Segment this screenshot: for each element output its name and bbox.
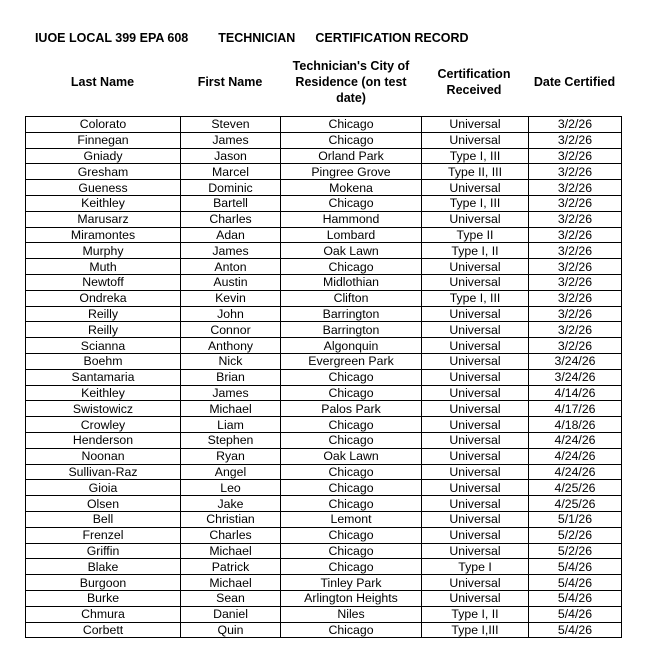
- cell-last-name: Colorato: [26, 117, 181, 133]
- cell-date: 3/2/26: [529, 117, 622, 133]
- cell-certification: Universal: [422, 385, 529, 401]
- cell-date: 5/4/26: [529, 622, 622, 638]
- cell-city: Oak Lawn: [281, 243, 422, 259]
- cell-certification: Universal: [422, 432, 529, 448]
- cell-city: Chicago: [281, 622, 422, 638]
- cell-last-name: Crowley: [26, 417, 181, 433]
- cell-first-name: Marcel: [181, 164, 281, 180]
- cell-date: 4/18/26: [529, 417, 622, 433]
- table-row: [26, 211, 622, 227]
- cell-last-name: Gioia: [26, 480, 181, 496]
- cell-date: 5/2/26: [529, 543, 622, 559]
- cell-last-name: Swistowicz: [26, 401, 181, 417]
- cell-last-name: Burke: [26, 590, 181, 606]
- cell-date: 3/2/26: [529, 148, 622, 164]
- cell-first-name: Michael: [181, 401, 281, 417]
- cell-date: 4/25/26: [529, 496, 622, 512]
- cell-certification: Universal: [422, 369, 529, 385]
- cell-certification: Universal: [422, 527, 529, 543]
- cell-certification: Universal: [422, 338, 529, 354]
- table-body: [26, 117, 622, 638]
- cell-first-name: Adan: [181, 227, 281, 243]
- cell-first-name: Connor: [181, 322, 281, 338]
- cell-date: 3/24/26: [529, 353, 622, 369]
- table-row: [26, 622, 622, 638]
- table-row: [26, 353, 622, 369]
- cell-city: Evergreen Park: [281, 353, 422, 369]
- cell-first-name: Anthony: [181, 338, 281, 354]
- cell-certification: Universal: [422, 306, 529, 322]
- cell-certification: Universal: [422, 117, 529, 133]
- cell-last-name: Keithley: [26, 385, 181, 401]
- header-last-name: Last Name: [70, 75, 135, 89]
- cell-date: 3/2/26: [529, 243, 622, 259]
- cell-first-name: Daniel: [181, 606, 281, 622]
- cell-first-name: Charles: [181, 527, 281, 543]
- table-row: [26, 385, 622, 401]
- cell-last-name: Newtoff: [26, 274, 181, 290]
- cell-city: Chicago: [281, 432, 422, 448]
- cell-date: 3/2/26: [529, 274, 622, 290]
- cell-last-name: Gresham: [26, 164, 181, 180]
- cell-certification: Universal: [422, 480, 529, 496]
- header-date-certified: Date Certified: [533, 75, 616, 89]
- cell-certification: Type I: [422, 559, 529, 575]
- cell-city: Hammond: [281, 211, 422, 227]
- table-row: [26, 117, 622, 133]
- cell-date: 3/2/26: [529, 180, 622, 196]
- cell-certification: Universal: [422, 132, 529, 148]
- cell-first-name: Bartell: [181, 195, 281, 211]
- cell-city: Chicago: [281, 132, 422, 148]
- cell-last-name: Gniady: [26, 148, 181, 164]
- cell-certification: Universal: [422, 590, 529, 606]
- cell-city: Lombard: [281, 227, 422, 243]
- cell-first-name: James: [181, 132, 281, 148]
- table-row: [26, 590, 622, 606]
- cell-certification: Type II: [422, 227, 529, 243]
- table-row: [26, 322, 622, 338]
- cell-city: Chicago: [281, 385, 422, 401]
- cell-date: 3/2/26: [529, 306, 622, 322]
- cell-city: Palos Park: [281, 401, 422, 417]
- cell-date: 3/24/26: [529, 369, 622, 385]
- cell-last-name: Henderson: [26, 432, 181, 448]
- table-row: [26, 243, 622, 259]
- cell-last-name: Noonan: [26, 448, 181, 464]
- cell-first-name: Anton: [181, 259, 281, 275]
- cell-date: 5/4/26: [529, 606, 622, 622]
- table-row: [26, 417, 622, 433]
- table-row: [26, 527, 622, 543]
- cell-city: Tinley Park: [281, 575, 422, 591]
- table-row: [26, 369, 622, 385]
- cell-date: 3/2/26: [529, 227, 622, 243]
- cell-date: 5/4/26: [529, 575, 622, 591]
- table-row: [26, 148, 622, 164]
- cell-city: Chicago: [281, 259, 422, 275]
- table-row: [26, 448, 622, 464]
- cell-first-name: Leo: [181, 480, 281, 496]
- cell-date: 5/4/26: [529, 590, 622, 606]
- cell-first-name: Angel: [181, 464, 281, 480]
- cell-city: Chicago: [281, 417, 422, 433]
- cell-last-name: Gueness: [26, 180, 181, 196]
- cell-city: Clifton: [281, 290, 422, 306]
- cell-last-name: Chmura: [26, 606, 181, 622]
- cell-city: Chicago: [281, 527, 422, 543]
- cell-certification: Universal: [422, 575, 529, 591]
- cell-last-name: Corbett: [26, 622, 181, 638]
- cell-last-name: Frenzel: [26, 527, 181, 543]
- cell-last-name: Ondreka: [26, 290, 181, 306]
- cell-date: 3/2/26: [529, 338, 622, 354]
- cell-last-name: Reilly: [26, 322, 181, 338]
- title-technician: TECHNICIAN: [218, 31, 296, 45]
- cell-certification: Universal: [422, 448, 529, 464]
- cell-first-name: Michael: [181, 575, 281, 591]
- cell-certification: Universal: [422, 211, 529, 227]
- table-row: [26, 559, 622, 575]
- cell-city: Orland Park: [281, 148, 422, 164]
- header-city-of-residence: Technician's City of Residence (on test date): [292, 59, 410, 105]
- cell-first-name: Patrick: [181, 559, 281, 575]
- cell-last-name: Scianna: [26, 338, 181, 354]
- cell-first-name: Liam: [181, 417, 281, 433]
- cell-city: Chicago: [281, 369, 422, 385]
- document-title: [28, 17, 469, 45]
- table-row: [26, 575, 622, 591]
- cell-date: 4/24/26: [529, 432, 622, 448]
- cell-first-name: Charles: [181, 211, 281, 227]
- cell-last-name: Reilly: [26, 306, 181, 322]
- cell-city: Pingree Grove: [281, 164, 422, 180]
- cell-date: 3/2/26: [529, 259, 622, 275]
- cell-city: Algonquin: [281, 338, 422, 354]
- table-row: [26, 496, 622, 512]
- table-row: [26, 259, 622, 275]
- cell-city: Chicago: [281, 117, 422, 133]
- table-row: [26, 543, 622, 559]
- cell-date: 3/2/26: [529, 164, 622, 180]
- table-row: [26, 274, 622, 290]
- cell-first-name: Sean: [181, 590, 281, 606]
- cell-certification: Universal: [422, 322, 529, 338]
- cell-certification: Type I,III: [422, 622, 529, 638]
- cell-last-name: Marusarz: [26, 211, 181, 227]
- cell-last-name: Bell: [26, 511, 181, 527]
- cell-certification: Universal: [422, 401, 529, 417]
- cell-last-name: Griffin: [26, 543, 181, 559]
- cell-last-name: Boehm: [26, 353, 181, 369]
- title-certification-record: CERTIFICATION RECORD: [315, 31, 469, 45]
- cell-city: Niles: [281, 606, 422, 622]
- cell-first-name: Kevin: [181, 290, 281, 306]
- cell-date: 5/1/26: [529, 511, 622, 527]
- table-row: [26, 432, 622, 448]
- cell-first-name: Brian: [181, 369, 281, 385]
- cell-date: 3/2/26: [529, 290, 622, 306]
- cell-first-name: Austin: [181, 274, 281, 290]
- certification-table: [25, 116, 622, 638]
- cell-certification: Type I, III: [422, 290, 529, 306]
- cell-last-name: Finnegan: [26, 132, 181, 148]
- cell-city: Chicago: [281, 496, 422, 512]
- cell-date: 3/2/26: [529, 211, 622, 227]
- cell-date: 4/25/26: [529, 480, 622, 496]
- cell-last-name: Burgoon: [26, 575, 181, 591]
- cell-last-name: Blake: [26, 559, 181, 575]
- cell-city: Chicago: [281, 195, 422, 211]
- table-row: [26, 227, 622, 243]
- cell-first-name: Jake: [181, 496, 281, 512]
- cell-certification: Universal: [422, 543, 529, 559]
- table-row: [26, 290, 622, 306]
- cell-first-name: Christian: [181, 511, 281, 527]
- cell-certification: Type I, II: [422, 606, 529, 622]
- cell-last-name: Murphy: [26, 243, 181, 259]
- header-first-name: First Name: [197, 75, 263, 89]
- cell-certification: Universal: [422, 180, 529, 196]
- table-row: [26, 195, 622, 211]
- cell-first-name: Quin: [181, 622, 281, 638]
- cell-date: 4/24/26: [529, 464, 622, 480]
- cell-last-name: Olsen: [26, 496, 181, 512]
- cell-city: Barrington: [281, 306, 422, 322]
- table-row: [26, 180, 622, 196]
- table-row: [26, 464, 622, 480]
- cell-date: 3/2/26: [529, 195, 622, 211]
- cell-certification: Type I, III: [422, 148, 529, 164]
- table-row: [26, 606, 622, 622]
- cell-city: Barrington: [281, 322, 422, 338]
- cell-date: 4/17/26: [529, 401, 622, 417]
- cell-certification: Type II, III: [422, 164, 529, 180]
- cell-city: Chicago: [281, 480, 422, 496]
- cell-first-name: Dominic: [181, 180, 281, 196]
- table-row: [26, 480, 622, 496]
- cell-date: 5/2/26: [529, 527, 622, 543]
- cell-first-name: James: [181, 243, 281, 259]
- cell-certification: Type I, III: [422, 195, 529, 211]
- cell-certification: Universal: [422, 417, 529, 433]
- cell-first-name: John: [181, 306, 281, 322]
- cell-certification: Universal: [422, 496, 529, 512]
- cell-city: Chicago: [281, 464, 422, 480]
- cell-city: Midlothian: [281, 274, 422, 290]
- cell-certification: Universal: [422, 353, 529, 369]
- cell-last-name: Muth: [26, 259, 181, 275]
- cell-first-name: Stephen: [181, 432, 281, 448]
- table-row: [26, 511, 622, 527]
- cell-date: 3/2/26: [529, 322, 622, 338]
- cell-city: Chicago: [281, 543, 422, 559]
- cell-certification: Type I, II: [422, 243, 529, 259]
- cell-city: Arlington Heights: [281, 590, 422, 606]
- cell-date: 3/2/26: [529, 132, 622, 148]
- cell-date: 4/24/26: [529, 448, 622, 464]
- header-certification-received: Certification Received: [437, 67, 511, 97]
- title-org: IUOE LOCAL 399 EPA 608: [34, 31, 189, 45]
- cell-first-name: Nick: [181, 353, 281, 369]
- cell-certification: Universal: [422, 511, 529, 527]
- cell-certification: Universal: [422, 259, 529, 275]
- cell-first-name: Michael: [181, 543, 281, 559]
- cell-certification: Universal: [422, 274, 529, 290]
- table-row: [26, 164, 622, 180]
- cell-last-name: Keithley: [26, 195, 181, 211]
- cell-city: Lemont: [281, 511, 422, 527]
- table-row: [26, 401, 622, 417]
- cell-date: 4/14/26: [529, 385, 622, 401]
- cell-city: Oak Lawn: [281, 448, 422, 464]
- cell-certification: Universal: [422, 464, 529, 480]
- cell-first-name: Ryan: [181, 448, 281, 464]
- cell-last-name: Miramontes: [26, 227, 181, 243]
- table-row: [26, 306, 622, 322]
- cell-last-name: Santamaria: [26, 369, 181, 385]
- cell-city: Chicago: [281, 559, 422, 575]
- cell-date: 5/4/26: [529, 559, 622, 575]
- cell-first-name: Steven: [181, 117, 281, 133]
- table-row: [26, 132, 622, 148]
- cell-last-name: Sullivan-Raz: [26, 464, 181, 480]
- cell-first-name: James: [181, 385, 281, 401]
- cell-first-name: Jason: [181, 148, 281, 164]
- table-row: [26, 338, 622, 354]
- cell-city: Mokena: [281, 180, 422, 196]
